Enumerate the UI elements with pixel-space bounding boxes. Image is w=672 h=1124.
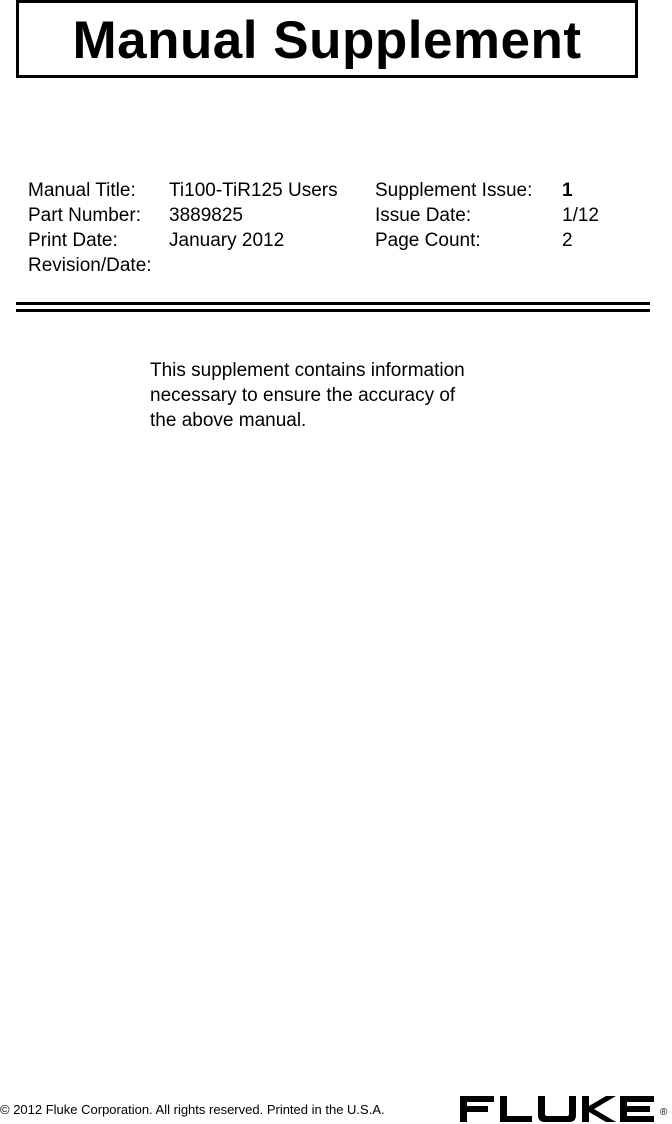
part-number-label: Part Number: bbox=[28, 205, 141, 226]
issue-date-label: Issue Date: bbox=[375, 205, 472, 226]
fluke-logo-letter-f bbox=[460, 1096, 494, 1122]
fluke-logo-letter-l bbox=[500, 1096, 532, 1122]
info-row-manual-title bbox=[28, 178, 648, 203]
registered-trademark-mark: ® bbox=[660, 1107, 668, 1118]
divider-rule-bottom bbox=[16, 309, 650, 312]
fluke-logo-letter-k bbox=[582, 1096, 616, 1122]
fluke-logo-letter-u bbox=[538, 1096, 576, 1122]
fluke-logo-letter-e bbox=[620, 1096, 654, 1122]
issue-date-value: 1/12 bbox=[562, 205, 599, 226]
page-title: Manual Supplement bbox=[72, 10, 582, 70]
copyright-text: © 2012 Fluke Corporation. All rights reserved. Printed in the U.S.A. bbox=[0, 1102, 385, 1117]
note-line: necessary to ensure the accuracy of bbox=[150, 385, 456, 406]
divider-rule-top bbox=[16, 302, 650, 305]
note-line: the above manual. bbox=[150, 410, 307, 431]
print-date-label: Print Date: bbox=[28, 230, 118, 251]
info-row-print-date bbox=[28, 228, 648, 253]
fluke-logo bbox=[460, 1096, 656, 1122]
title-box bbox=[16, 0, 638, 78]
revision-date-label: Revision/Date: bbox=[28, 255, 152, 276]
manual-title-value: Ti100-TiR125 Users bbox=[169, 180, 338, 201]
page-count-label: Page Count: bbox=[375, 230, 481, 251]
supplement-issue-label: Supplement Issue: bbox=[375, 180, 533, 201]
info-row-revision-date bbox=[28, 253, 648, 278]
note-line: This supplement contains information bbox=[150, 360, 465, 381]
supplement-note bbox=[150, 358, 530, 433]
manual-info-table bbox=[28, 178, 648, 278]
supplement-issue-value: 1 bbox=[562, 180, 573, 201]
info-row-part-number bbox=[28, 203, 648, 228]
manual-title-label: Manual Title: bbox=[28, 180, 136, 201]
part-number-value: 3889825 bbox=[169, 205, 243, 226]
page-count-value: 2 bbox=[562, 230, 573, 251]
print-date-value: January 2012 bbox=[169, 230, 285, 251]
